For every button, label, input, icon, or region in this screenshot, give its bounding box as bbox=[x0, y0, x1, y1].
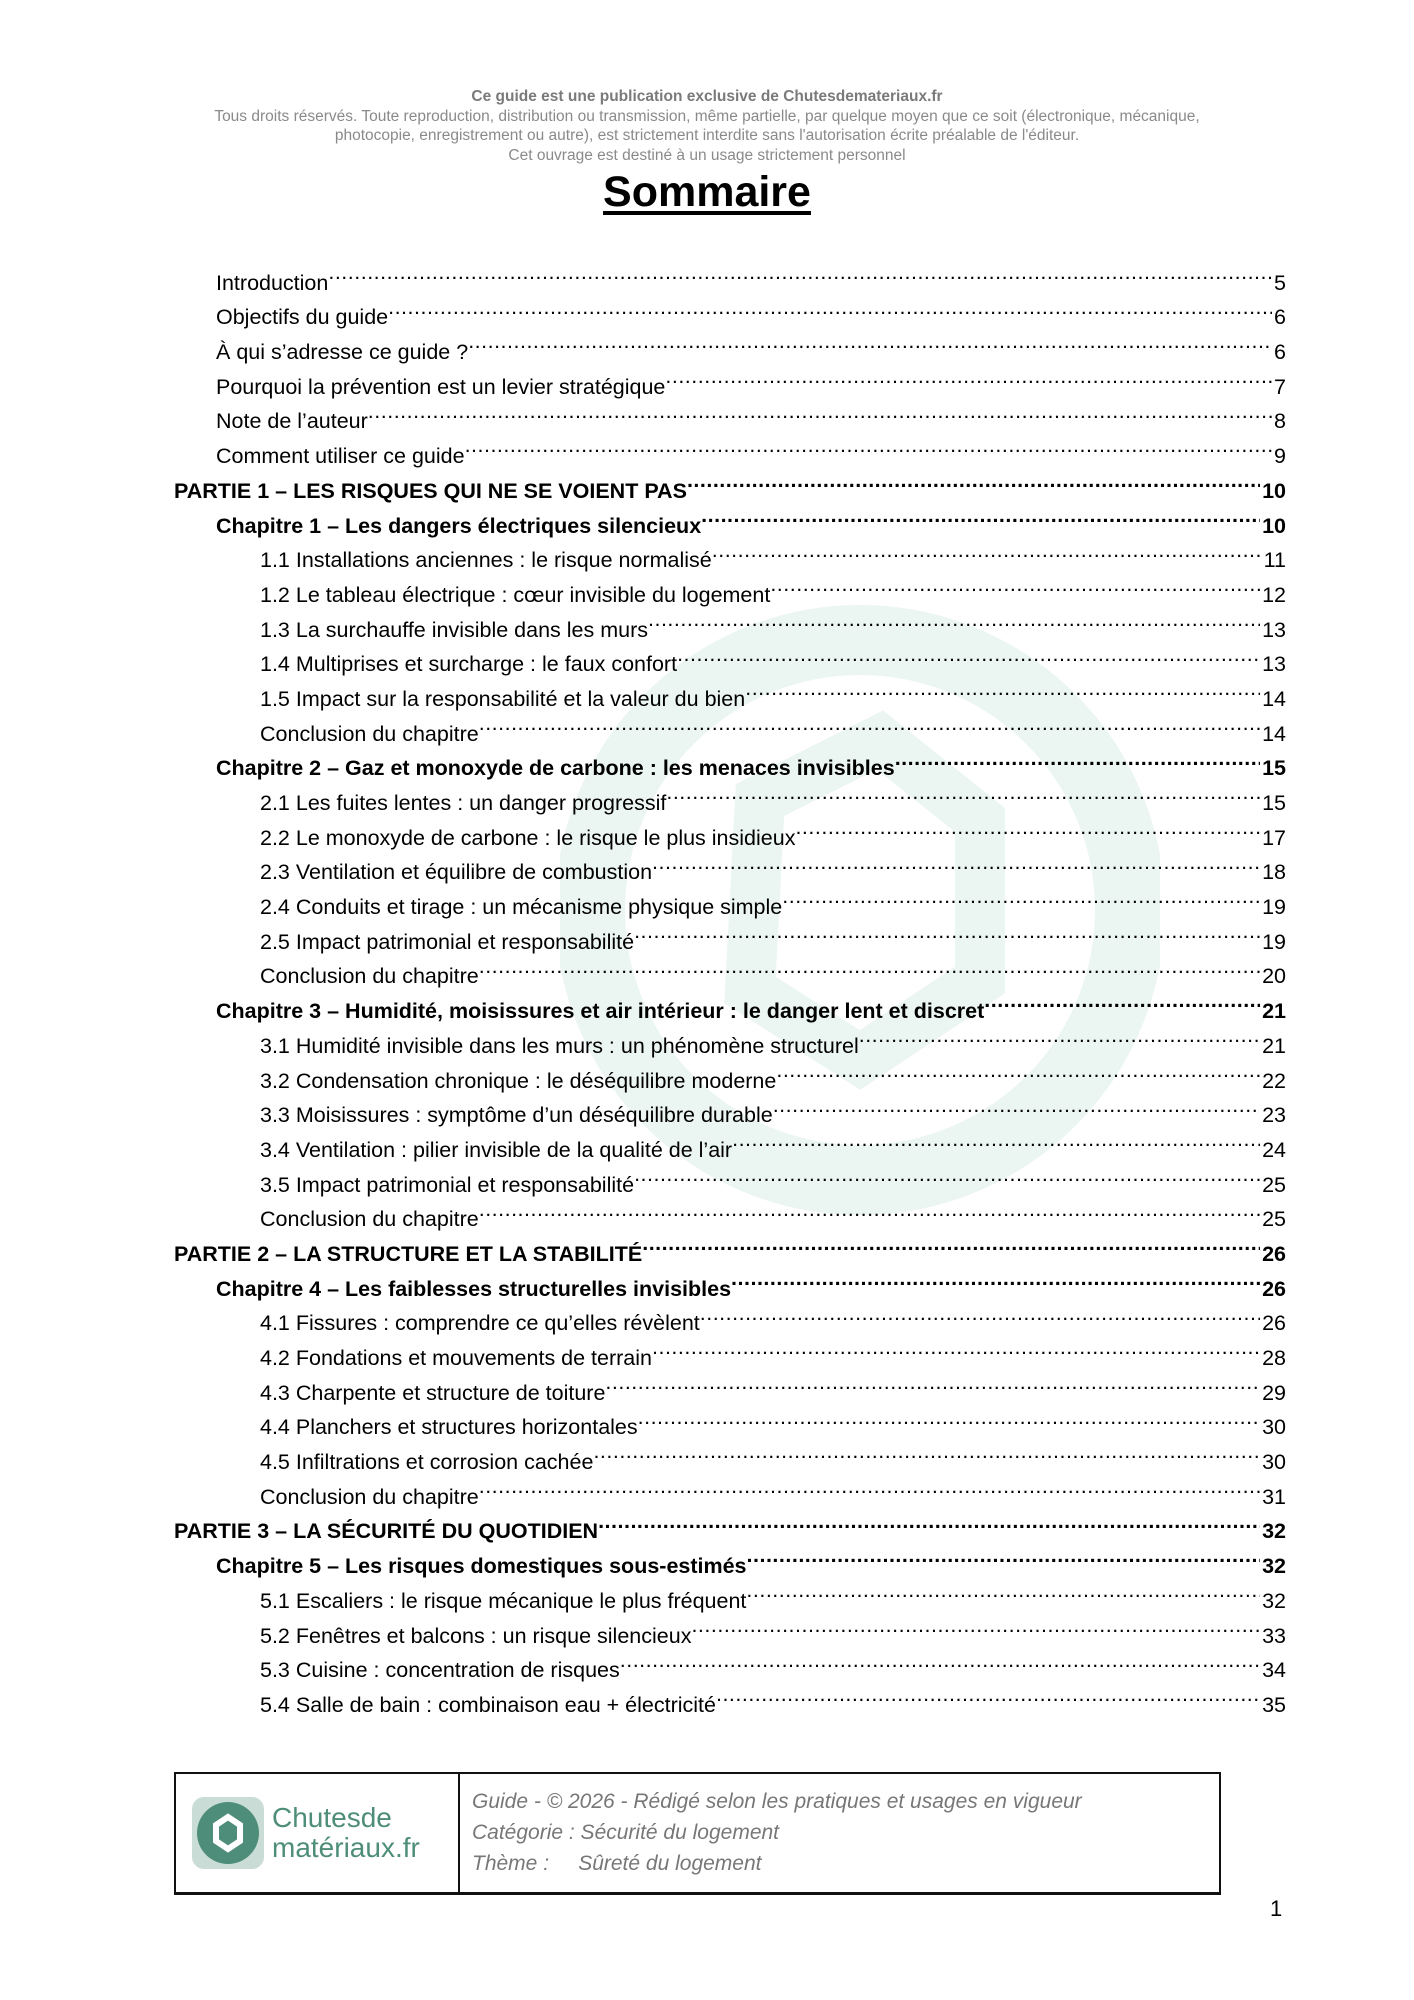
toc-entry-page: 10 bbox=[1262, 478, 1286, 503]
dot-leader bbox=[652, 845, 1260, 880]
toc-entry-label: À qui s’adresse ce guide ? bbox=[216, 340, 469, 365]
toc-entry-page: 20 bbox=[1262, 964, 1286, 989]
dot-leader bbox=[665, 359, 1272, 394]
toc-entry-label: Pourquoi la prévention est un levier stratégique bbox=[216, 374, 666, 399]
toc-entry-label: 2.3 Ventilation et équilibre de combustion bbox=[260, 860, 653, 885]
dot-leader bbox=[328, 255, 1272, 290]
toc-entry-label: 1.5 Impact sur la responsabilité et la valeur du bien bbox=[260, 686, 746, 711]
toc-entry-page: 34 bbox=[1262, 1658, 1286, 1683]
dot-leader bbox=[747, 1538, 1261, 1573]
dot-leader bbox=[465, 428, 1272, 463]
toc-entry-page: 29 bbox=[1262, 1380, 1286, 1405]
footer-category-line: Catégorie : Sécurité du logement bbox=[472, 1821, 780, 1844]
dot-leader bbox=[666, 775, 1260, 810]
toc-entry-label: 3.1 Humidité invisible dans les murs : un phénomène structurel bbox=[260, 1033, 859, 1058]
brand-logo bbox=[176, 1774, 460, 1892]
dot-leader bbox=[776, 1053, 1260, 1088]
toc-entry[interactable] bbox=[174, 290, 1286, 330]
toc-entry-page: 26 bbox=[1262, 1241, 1286, 1266]
toc-entry-page: 18 bbox=[1262, 860, 1286, 885]
dot-leader bbox=[479, 949, 1260, 984]
dot-leader bbox=[605, 1365, 1260, 1400]
toc-entry-label: 5.1 Escaliers : le risque mécanique le plus fréquent bbox=[260, 1588, 747, 1613]
toc-entry-label: Conclusion du chapitre bbox=[260, 1484, 479, 1509]
toc-entry-label: 1.3 La surchauffe invisible dans les murs bbox=[260, 617, 649, 642]
toc-entry-label: 1.2 Le tableau électrique : cœur invisible du logement bbox=[260, 582, 771, 607]
dot-leader bbox=[479, 706, 1260, 741]
dot-leader bbox=[388, 290, 1272, 325]
toc-entry-label: Objectifs du guide bbox=[216, 305, 389, 330]
dot-leader bbox=[687, 463, 1260, 498]
dot-leader bbox=[746, 1573, 1260, 1608]
toc-entry-page: 25 bbox=[1262, 1207, 1286, 1232]
toc-entry-page: 22 bbox=[1262, 1068, 1286, 1093]
dot-leader bbox=[634, 1157, 1260, 1192]
logo-text-line-1: Chutesde bbox=[272, 1802, 392, 1833]
toc-entry-page: 21 bbox=[1262, 1033, 1286, 1058]
toc-entry-label: PARTIE 3 – LA SÉCURITÉ DU QUOTIDIEN bbox=[174, 1519, 599, 1544]
dot-leader bbox=[984, 983, 1260, 1018]
dot-leader bbox=[859, 1018, 1260, 1053]
dot-leader bbox=[732, 1122, 1260, 1157]
toc-entry-page: 13 bbox=[1262, 617, 1286, 642]
header-line-2: Tous droits réservés. Toute reproduction, distribution ou transmission, même partielle, par quelque moyen que ce soit (électronique, mécanique, bbox=[214, 107, 1200, 125]
toc-entry-label: 1.1 Installations anciennes : le risque normalisé bbox=[260, 548, 712, 573]
toc-entry-page: 7 bbox=[1274, 374, 1286, 399]
toc-entry-label: 3.4 Ventilation : pilier invisible de la qualité de l’air bbox=[260, 1137, 733, 1162]
toc-entry-page: 12 bbox=[1262, 582, 1286, 607]
page-title: Sommaire bbox=[603, 168, 811, 216]
toc-entry-label: 2.5 Impact patrimonial et responsabilité bbox=[260, 929, 635, 954]
header-line-4: Cet ouvrage est destiné à un usage strictement personnel bbox=[508, 146, 906, 164]
dot-leader bbox=[598, 1504, 1260, 1539]
toc-entry-label: 4.2 Fondations et mouvements de terrain bbox=[260, 1346, 652, 1370]
dot-leader bbox=[677, 637, 1260, 672]
dot-leader bbox=[701, 498, 1260, 533]
toc-entry-page: 6 bbox=[1274, 305, 1286, 330]
copyright-header bbox=[0, 87, 1414, 165]
toc-entry-page: 19 bbox=[1262, 895, 1286, 920]
dot-leader bbox=[479, 1469, 1260, 1504]
toc-entry-page: 14 bbox=[1262, 721, 1286, 746]
toc-entry-page: 23 bbox=[1262, 1103, 1286, 1128]
toc-entry-page: 13 bbox=[1262, 652, 1286, 677]
toc-entry-label: PARTIE 1 – LES RISQUES QUI NE SE VOIENT PAS bbox=[174, 478, 687, 503]
toc-entry-page: 5 bbox=[1274, 270, 1286, 295]
brand-logo-icon bbox=[192, 1797, 264, 1869]
dot-leader bbox=[620, 1643, 1260, 1678]
dot-leader bbox=[795, 810, 1260, 845]
toc-entry-page: 15 bbox=[1262, 791, 1286, 815]
dot-leader bbox=[773, 1088, 1260, 1123]
toc-entry-page: 26 bbox=[1262, 1311, 1286, 1336]
toc-entry-label: Chapitre 3 – Humidité, moisissures et air intérieur : le danger lent et discret bbox=[216, 999, 985, 1024]
header-line-1: Ce guide est une publication exclusive de Chutesdemateriaux.fr bbox=[471, 88, 943, 105]
toc-entry-label: Comment utiliser ce guide bbox=[216, 444, 465, 469]
dot-leader bbox=[782, 879, 1260, 914]
toc-entry-label: 4.3 Charpente et structure de toiture bbox=[260, 1380, 606, 1405]
toc-entry-page: 17 bbox=[1262, 825, 1286, 850]
toc-entry-page: 26 bbox=[1262, 1276, 1286, 1301]
toc-entry-page: 30 bbox=[1262, 1450, 1286, 1475]
toc-entry-page: 25 bbox=[1262, 1172, 1286, 1197]
table-of-contents bbox=[174, 255, 1286, 1717]
toc-entry-label: 5.3 Cuisine : concentration de risques bbox=[260, 1658, 620, 1683]
toc-entry-label: Conclusion du chapitre bbox=[260, 964, 479, 989]
dot-leader bbox=[691, 1608, 1260, 1643]
toc-entry-label: 2.2 Le monoxyde de carbone : le risque le plus insidieux bbox=[260, 825, 796, 850]
dot-leader bbox=[745, 671, 1260, 706]
dot-leader bbox=[648, 602, 1260, 637]
toc-entry-label: Chapitre 5 – Les risques domestiques sous-estimés bbox=[216, 1554, 747, 1579]
toc-entry-page: 32 bbox=[1262, 1554, 1286, 1579]
footer-info bbox=[460, 1774, 1094, 1892]
dot-leader bbox=[593, 1434, 1260, 1469]
toc-entry-label: 3.2 Condensation chronique : le déséquilibre moderne bbox=[260, 1068, 777, 1093]
logo-text-line-2: matériaux.fr bbox=[272, 1832, 420, 1863]
toc-entry-page: 11 bbox=[1263, 548, 1286, 573]
dot-leader bbox=[895, 741, 1260, 776]
header-line-3: photocopie, enregistrement ou autre), est strictement interdite sans l'autorisation écrite préalable de l'éditeur. bbox=[334, 127, 1080, 144]
toc-entry-page: 6 bbox=[1274, 340, 1286, 365]
toc-entry-label: 5.2 Fenêtres et balcons : un risque silencieux bbox=[260, 1623, 692, 1648]
dot-leader bbox=[638, 1400, 1260, 1435]
dot-leader bbox=[716, 1677, 1260, 1712]
footer-box bbox=[174, 1772, 1221, 1895]
dot-leader bbox=[731, 1261, 1260, 1296]
toc-entry-label: Chapitre 4 – Les faiblesses structurelles invisibles bbox=[216, 1276, 732, 1301]
toc-entry-page: 24 bbox=[1262, 1137, 1286, 1162]
toc-entry-label: Conclusion du chapitre bbox=[260, 721, 479, 746]
toc-entry-label: Introduction bbox=[216, 270, 329, 295]
toc-entry-label: 4.4 Planchers et structures horizontales bbox=[260, 1415, 638, 1440]
dot-leader bbox=[479, 1192, 1260, 1227]
toc-entry-page: 32 bbox=[1262, 1519, 1286, 1544]
toc-entry-label: 3.3 Moisissures : symptôme d’un déséquilibre durable bbox=[260, 1103, 773, 1128]
toc-entry-page: 10 bbox=[1262, 513, 1286, 538]
toc-entry-page: 32 bbox=[1262, 1588, 1286, 1613]
toc-entry-page: 15 bbox=[1262, 756, 1286, 781]
toc-entry-page: 14 bbox=[1262, 686, 1286, 711]
toc-entry-label: 2.4 Conduits et tirage : un mécanisme physique simple bbox=[260, 895, 783, 920]
dot-leader bbox=[368, 394, 1272, 429]
dot-leader bbox=[652, 1330, 1260, 1365]
toc-entry-page: 33 bbox=[1262, 1623, 1286, 1648]
dot-leader bbox=[642, 1226, 1260, 1261]
toc-entry-label: 3.5 Impact patrimonial et responsabilité bbox=[260, 1172, 635, 1197]
toc-entry[interactable] bbox=[174, 255, 1286, 295]
dot-leader bbox=[712, 533, 1262, 568]
toc-entry-page: 35 bbox=[1262, 1692, 1286, 1717]
toc-entry-page: 19 bbox=[1262, 929, 1286, 954]
toc-entry-page: 28 bbox=[1262, 1346, 1286, 1370]
toc-entry-page: 21 bbox=[1262, 999, 1286, 1024]
toc-entry-label: PARTIE 2 – LA STRUCTURE ET LA STABILITÉ bbox=[174, 1241, 643, 1266]
toc-entry-label: Conclusion du chapitre bbox=[260, 1207, 479, 1232]
toc-entry-label: 1.4 Multiprises et surcharge : le faux confort bbox=[260, 652, 678, 677]
toc-entry-page: 9 bbox=[1274, 444, 1286, 469]
toc-entry-label: 4.1 Fissures : comprendre ce qu’elles révèlent bbox=[260, 1311, 700, 1336]
dot-leader bbox=[468, 324, 1272, 359]
footer-guide-line: Guide - © 2026 - Rédigé selon les pratiques et usages en vigueur bbox=[472, 1790, 1082, 1813]
toc-entry-label: Chapitre 1 – Les dangers électriques silencieux bbox=[216, 513, 702, 538]
toc-entry-label: Note de l’auteur bbox=[216, 409, 368, 434]
dot-leader bbox=[634, 914, 1260, 949]
page-number: 1 bbox=[1270, 1896, 1283, 1921]
toc-entry-label: 2.1 Les fuites lentes : un danger progressif bbox=[260, 791, 667, 815]
footer-theme-line: Thème : Sûreté du logement bbox=[472, 1852, 762, 1875]
dot-leader bbox=[770, 567, 1260, 602]
toc-entry-label: 5.4 Salle de bain : combinaison eau + électricité bbox=[260, 1692, 716, 1717]
toc-entry-page: 31 bbox=[1262, 1484, 1286, 1509]
toc-entry-label: 4.5 Infiltrations et corrosion cachée bbox=[260, 1450, 594, 1475]
toc-entry-page: 30 bbox=[1262, 1415, 1286, 1440]
dot-leader bbox=[700, 1296, 1260, 1331]
toc-entry-page: 8 bbox=[1274, 409, 1286, 434]
toc-entry-label: Chapitre 2 – Gaz et monoxyde de carbone : les menaces invisibles bbox=[216, 756, 895, 781]
